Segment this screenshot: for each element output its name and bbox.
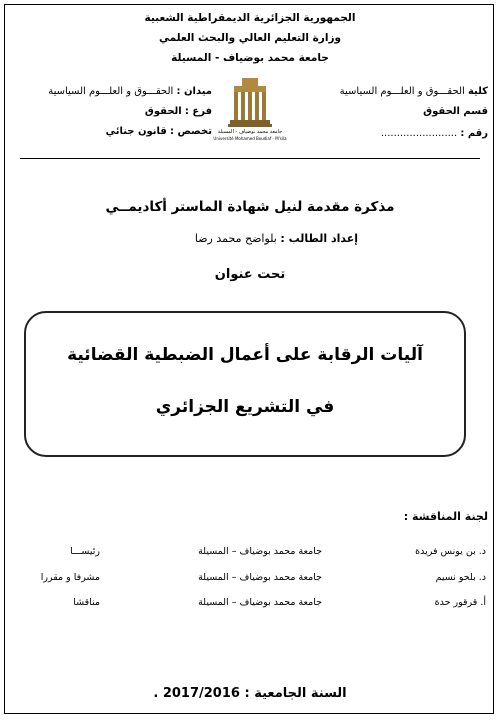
number-dots: ........................: [380, 128, 458, 139]
committee-member-role: مشرفا و مقررا: [40, 572, 100, 583]
header-ministry: وزارة التعليم العالي والبحث العلمي: [158, 32, 342, 44]
committee-member-role: مناقشا: [73, 597, 100, 608]
title-intro: تحت عنوان: [214, 267, 286, 282]
university-logo: [213, 76, 287, 148]
committee-member-name: أ. قرقور حدة: [434, 597, 486, 608]
faculty-line: [288, 86, 488, 97]
branch-value: الحقوق: [144, 106, 182, 117]
committee-member-name: د. بن يونس فريدة: [415, 546, 486, 557]
committee-member-name: د. بلحو نسيم: [435, 572, 486, 583]
specialty-label: تخصص :: [170, 126, 212, 137]
logo-arabic-text: جامعة محمد بوضياف - المسيلة: [217, 129, 283, 135]
faculty-label: كلية: [467, 86, 488, 97]
department-line: قسم الحقوق: [423, 106, 488, 117]
number-label: رقم :: [460, 128, 488, 139]
field-label: ميدان :: [176, 86, 212, 97]
committee-heading: لجنة المناقشة :: [403, 510, 488, 523]
student-label: إعداد الطالب :: [280, 232, 358, 245]
thesis-title-line2: في التشريع الجزائري: [155, 397, 335, 417]
faculty-value: الحقـــوق و العلـــوم السياسية: [339, 86, 465, 97]
committee-member-role: رئيســـا: [70, 546, 100, 557]
branch-line: [12, 106, 212, 117]
academic-year-label: السنة الجامعية :: [244, 686, 347, 701]
specialty-value: قانون جنائي: [105, 126, 167, 137]
header-republic: الجمهورية الجزائرية الديمقراطية الشعبية: [144, 12, 356, 24]
student-name: بلواضح محمد رضا: [194, 232, 277, 245]
number-line: [288, 128, 488, 139]
thesis-title-line1: آليات الرقابة على أعمال الضبطية القضائية: [67, 345, 423, 365]
field-value: الحقـــوق و العلـــوم السياسية: [48, 86, 174, 97]
academic-year: [0, 686, 500, 701]
memoir-subtitle: مذكرة مقدمة لنيل شهادة الماستر أكاديمــي: [105, 199, 395, 215]
header-separator: [20, 158, 480, 159]
specialty-line: [12, 126, 212, 137]
academic-year-value: 2017/2016 .: [153, 686, 240, 701]
logo-latin-text: Université Mohamed Boudiaf - M'sila: [213, 136, 287, 141]
committee-member-institution: جامعة محمد بوضياف – المسيلة: [198, 546, 322, 557]
header-university: جامعة محمد بوضياف - المسيلة: [171, 52, 329, 64]
committee-member-institution: جامعة محمد بوضياف – المسيلة: [198, 597, 322, 608]
student-line: [195, 232, 358, 245]
committee-member-institution: جامعة محمد بوضياف – المسيلة: [198, 572, 322, 583]
thesis-title-box: [24, 311, 466, 457]
branch-label: فرع :: [184, 106, 212, 117]
field-line: [12, 86, 212, 97]
